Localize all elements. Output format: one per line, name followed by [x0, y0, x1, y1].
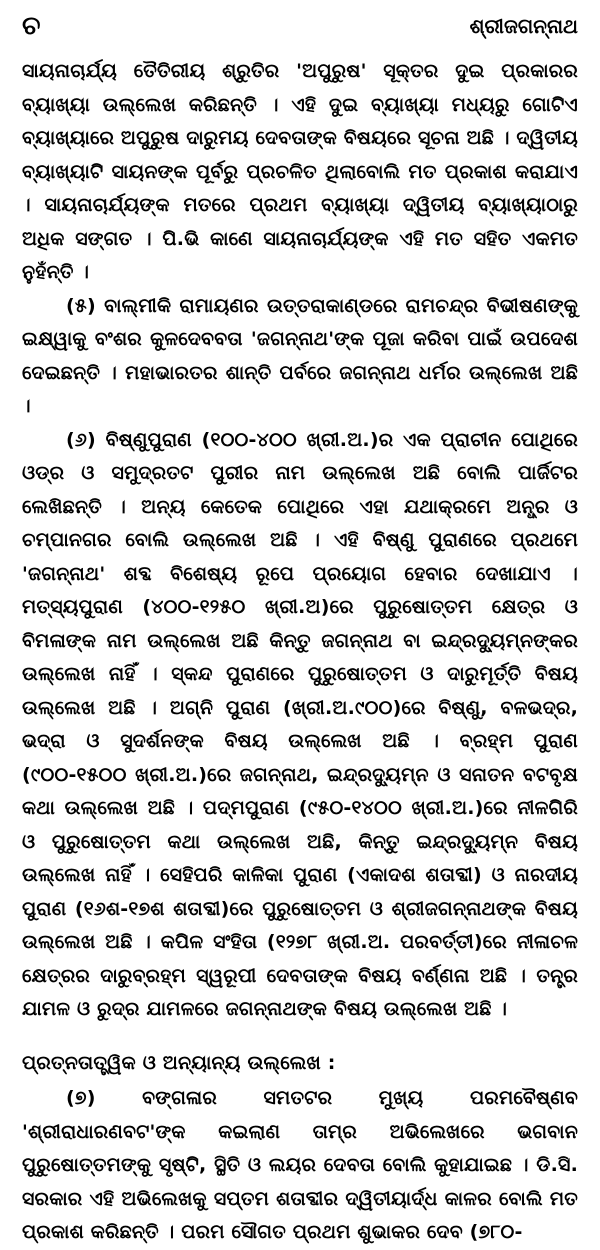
running-title: ଶ୍ରୀଜଗନ୍ନାଥ [469, 14, 578, 38]
paragraph-4: (୭) ବଙ୍ଗଳାର ସମତଟର ମୁଖ୍ୟ ପରମବୈଷ୍ଣବ 'ଶ୍ରୀରାଧାରଣବଟ'ଙ୍କ କଇଲାଣ ତାମ୍ର ଅଭିଲେଖରେ ଭଗବାନ ପୁରୁଷୋତ୍ତମଙ୍କୁ ସୃଷ୍ଟି, ସ୍ଥିତି ଓ ଲୟର ଦେବତା ବୋଲି କୁହାଯାଇଛ । ଡି.ସି. ସରକାର ଏହି ଅଭିଲେଖକୁ ସପ୍ତମ ଶତାବ୍ଦୀର ଦ୍ୱିତୀୟାର୍ଦ୍ଧ କାଳର ବୋଲି ମତ ପ୍ରକାଶ କରିଛନ୍ତି । ପରମ ସୌଗତ ପ୍ରଥମ ଶୁଭାକର ଦେବ (୭୮୦- [22, 1087, 578, 1243]
section-heading: ପ୍ରତ୍ନତାତ୍ତ୍ୱିକ ଓ ଅନ୍ୟାନ୍ୟ ଉଲ୍ଲେଖ : [22, 1051, 336, 1074]
paragraph-3: (୬) ବିଷ୍ଣୁପୁରାଣ (୧୦୦-୪୦୦ ଖ୍ରୀ.ଅ.)ର ଏକ ପ୍ରାଚୀନ ପୋଥିରେ ଓଡ୍ର ଓ ସମୁଦ୍ରତଟ ପୁରୀର ନାମ ଉଲ୍ଲେଖ ଅଛି ବୋଲି ପାର୍ଜିଟର ଲେଖିଛନ୍ତି । ଅନ୍ୟ କେତେକ ପୋଥିରେ ଏହା ଯଥାକ୍ରମେ ଅନ୍ଧ୍ର ଓ ଚମ୍ପାନଗର ବୋଲି ଉଲ୍ଲେଖ ଅଛି । ଏହି ବିଷ୍ଣୁ ପୁରାଣରେ ପ୍ରଥମେ 'ଜଗନ୍ନାଥ' ଶବ୍ଦ ବିଶେଷ୍ୟ ରୂପେ ପ୍ରୟୋଗ ହେବାର ଦେଖାଯାଏ । ମତ୍ସ୍ୟପୁରାଣ (୪୦୦-୧୨୫୦ ଖ୍ରୀ.ଅ)ରେ ପୁରୁଷୋତ୍ତମ କ୍ଷେତ୍ର ଓ ବିମଳାଙ୍କ ନାମ ଉଲ୍ଲେଖ ଅଛି କିନ୍ତୁ ଜଗନ୍ନାଥ ବା ଇନ୍ଦ୍ରଦ୍ୟୁମ୍ନଙ୍କର ଉଲ୍ଲେଖ ନାହିଁ । ସ୍କନ୍ଦ ପୁରାଣରେ ପୁରୁଷୋତ୍ତମ ଓ ଦାରୁମୂର୍ତ୍ତି ବିଷୟ ଉଲ୍ଲେଖ ଅଛି । ଅଗ୍ନି ପୁରାଣ (ଖ୍ରୀ.ଅ.୯୦୦)ରେ ବିଷ୍ଣୁ, ବଳଭଦ୍ର, ଭଦ୍ରା ଓ ସୁଦର୍ଶନଙ୍କ ବିଷୟ ଉଲ୍ଲେଖ ଅଛି । ବ୍ରହ୍ମ ପୁରାଣ (୯୦୦-୧୫୦୦ ଖ୍ରୀ.ଅ.)ରେ ଜଗନ୍ନାଥ, ଇନ୍ଦ୍ରଦ୍ୟୁମ୍ନ ଓ ସନାତନ ବଟବୃକ୍ଷ କଥା ଉଲ୍ଲେଖ ଅଛି । ପଦ୍ମପୁରାଣ (୯୫୦-୧୪୦୦ ଖ୍ରୀ.ଅ.)ରେ ନୀଳଗିରି ଓ ପୁରୁଷୋତ୍ତମ କଥା ଉଲ୍ଲେଖ ଅଛି, କିନ୍ତୁ ଇନ୍ଦ୍ରଦ୍ୟୁମ୍ନ ବିଷୟ ଉଲ୍ଲେଖ ନାହିଁ । ସେହିପରି କାଳିକା ପୁରାଣ (ଏକାଦଶ ଶତାବ୍ଦୀ) ଓ ନାରଦୀୟ ପୁରାଣ (୧୬ଶ-୧୭ଶ ଶତାବ୍ଦୀ)ରେ ପୁରୁଷୋତ୍ତମ ଓ ଶ୍ରୀଜଗନ୍ନାଥଙ୍କ ବିଷୟ ଉଲ୍ଲେଖ ଅଛି । କପିଳ ସଂହିତା (୧୨୭୮ ଖ୍ରୀ.ଅ. ପରବର୍ତ୍ତୀ)ରେ ନୀଳାଚଳ କ୍ଷେତ୍ରର ଦାରୁବ୍ରହ୍ମ ସ୍ୱରୂପୀ ଦେବତାଙ୍କ ବିଷୟ ବର୍ଣ୍ଣନା ଅଛି । ତନ୍ତ୍ର ଯାମଳ ଓ ରୁଦ୍ର ଯାମଳରେ ଜଗନ୍ନାଥଙ୍କ ବିଷୟ ଉଲ୍ଲେଖ ଅଛି । [22, 428, 578, 1020]
paragraph-2: (୫) ବାଲ୍ମୀକି ରାମାୟଣର ଉତ୍ତରାକାଣ୍ଡରେ ରାମଚନ୍ଦ୍ର ବିଭୀଷଣଙ୍କୁ ଇକ୍ଷ୍ୱାକୁ ବଂଶର କୁଳଦେବବତା 'ଜଗନ୍ନାଥ'ଙ୍କ ପୂଜା କରିବା ପାଇଁ ଉପଦେଶ ଦେଇଛନ୍ତି । ମହାଭାରତର ଶାନ୍ତି ପର୍ବରେ ଜଗନ୍ନାଥ ଧର୍ମର ଉଲ୍ଲେଖ ଅଛି । [22, 294, 578, 417]
page-body [22, 55, 578, 1250]
paragraph-1: ସାୟନାଚାର୍ଯ୍ୟ ତୈତିରୀୟ ଶ୍ରୁତିର 'ଅପୁରୁଷ' ସୂକ୍ତର ଦୁଇ ପ୍ରକାରର ବ୍ୟାଖ୍ୟା ଉଲ୍ଲେଖ କରିଛନ୍ତି । ଏହି ଦୁଇ ବ୍ୟାଖ୍ୟା ମଧ୍ୟରୁ ଗୋଟିଏ ବ୍ୟାଖ୍ୟାରେ ଅପୁରୁଷ ଦାରୁମୟ ଦେବତାଙ୍କ ବିଷୟରେ ସୂଚନା ଅଛି । ଦ୍ୱିତୀୟ ବ୍ୟାଖ୍ୟାଟି ସାୟନଙ୍କ ପୂର୍ବରୁ ପ୍ରଚଳିତ ଥିଲାବୋଲି ମତ ପ୍ରକାଶ କରାଯାଏ । ସାୟନାଚାର୍ଯ୍ୟଙ୍କ ମତରେ ପ୍ରଥମ ବ୍ୟାଖ୍ୟା ଦ୍ୱିତୀୟ ବ୍ୟାଖ୍ୟାଠାରୁ ଅଧିକ ସଙ୍ଗତ । ପି.ଭି କାଣେ ସାୟନାଚାର୍ଯ୍ୟଙ୍କ ଏହି ମତ ସହିତ ଏକମତ ନୁହଁନ୍ତି । [22, 60, 578, 283]
page-header [0, 0, 600, 52]
page-number: ଚ [22, 11, 41, 41]
